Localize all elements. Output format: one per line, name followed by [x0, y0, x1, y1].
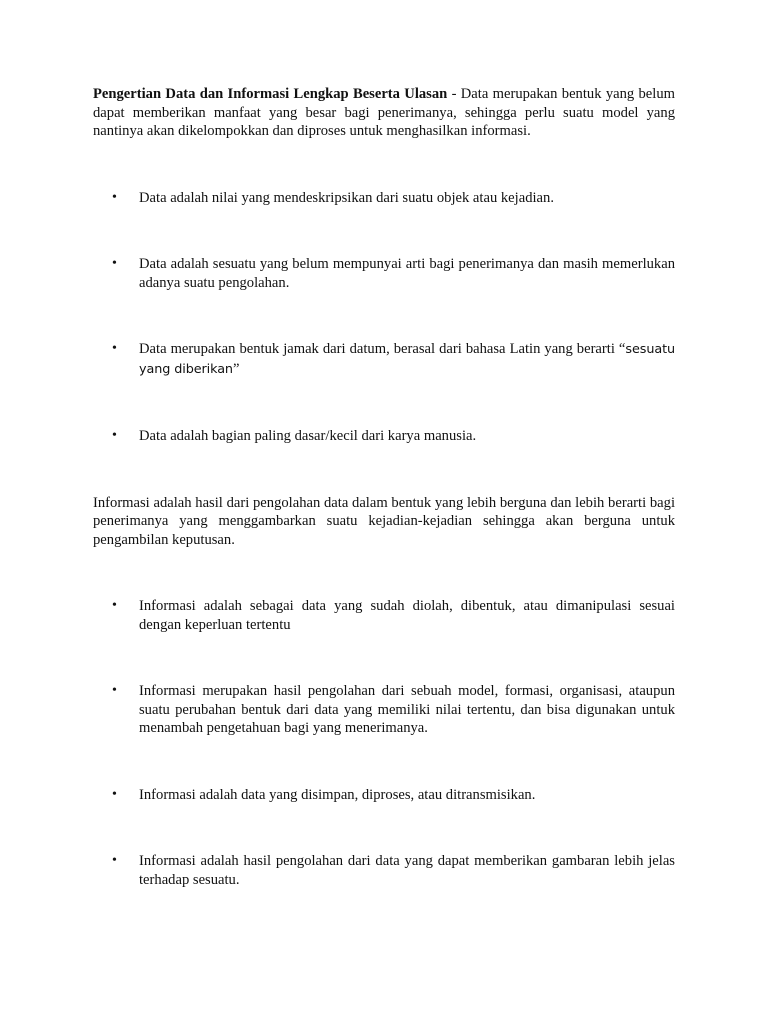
list-item-text: Data adalah sesuatu yang belum mempunyai arti bagi penerimanya dan masih memerlukan adanya suatu pengolahan. [139, 256, 675, 291]
quote-close: ” [232, 360, 240, 377]
document-page [93, 85, 675, 889]
bullet-icon: • [112, 598, 117, 613]
list-item-text: Informasi adalah sebagai data yang sudah diolah, dibentuk, atau dimanipulasi sesuai dengan keperluan tertentu [139, 598, 675, 633]
list-item-text: Informasi adalah hasil pengolahan dari data yang dapat memberikan gambaran lebih jelas terhadap sesuatu. [139, 853, 675, 888]
bullet-icon: • [112, 189, 117, 205]
information-paragraph: Informasi adalah hasil dari pengolahan data dalam bentuk yang lebih berguna dan lebih berarti bagi penerimanya yang menggambarkan suatu kejadian-kejadian sehingga akan berguna untuk pengambilan keputusan. [93, 494, 675, 548]
list-item [93, 682, 675, 738]
bullet-icon: • [112, 683, 117, 698]
list-item [93, 189, 675, 208]
quoted-phrase: sesuatu yang diberikan [139, 342, 675, 377]
quote-open: “ [618, 341, 626, 357]
list-item [93, 255, 675, 292]
bullet-icon: • [112, 853, 117, 868]
list-item [93, 786, 675, 805]
bullet-icon: • [112, 341, 117, 356]
list-item-text: Informasi merupakan hasil pengolahan dari sebuah model, formasi, organisasi, ataupun suatu perubahan bentuk dari data yang memiliki nilai tertentu, dan bisa digunakan untuk menambah pengetahuan bagi yang menerimanya. [139, 683, 675, 736]
list-item-text: Data merupakan bentuk jamak dari datum, berasal dari bahasa Latin yang berarti [139, 341, 619, 357]
bullet-icon: • [112, 786, 117, 802]
data-definition-list [93, 189, 675, 446]
list-item-text: Informasi adalah data yang disimpan, diproses, atau ditransmisikan. [139, 786, 536, 803]
list-item-text: Data adalah nilai yang mendeskripsikan dari suatu objek atau kejadian. [139, 189, 554, 206]
list-item [93, 427, 675, 446]
list-item [93, 852, 675, 889]
list-item [93, 340, 675, 379]
bullet-icon: • [112, 256, 117, 271]
bullet-icon: • [112, 428, 117, 443]
intro-separator: - [447, 86, 461, 102]
information-definition-list [93, 597, 675, 889]
intro-paragraph [93, 85, 675, 141]
list-item-text: Data adalah bagian paling dasar/kecil dari karya manusia. [139, 428, 477, 444]
list-item [93, 597, 675, 634]
intro-text: Data merupakan bentuk yang belum dapat memberikan manfaat yang besar bagi penerimanya, sehingga perlu suatu model yang nantinya akan dikelompokkan dan diproses untuk menghasilkan informasi. [93, 86, 675, 139]
intro-title: Pengertian Data dan Informasi Lengkap Beserta Ulasan [93, 86, 448, 102]
